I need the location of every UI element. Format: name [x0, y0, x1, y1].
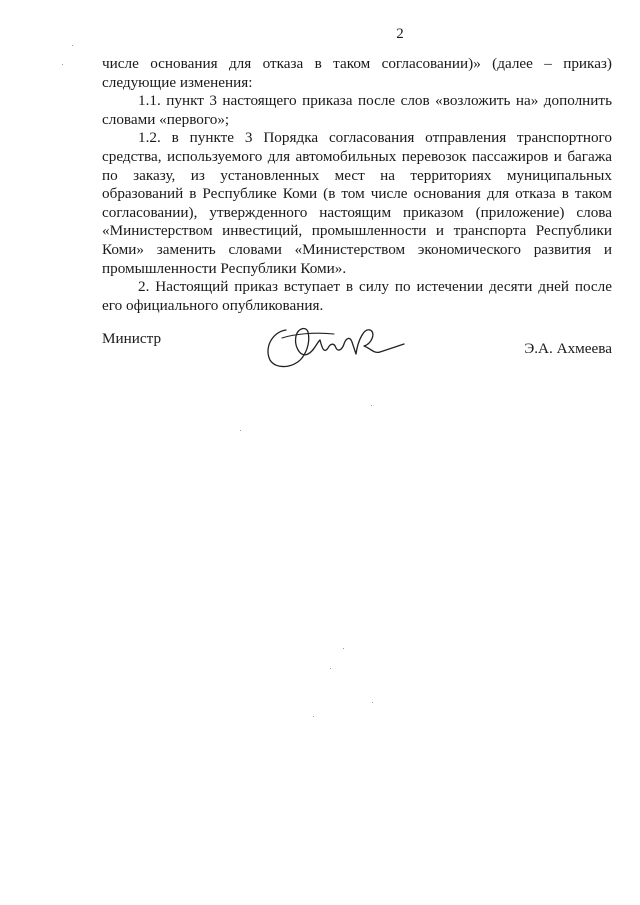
scan-speck	[72, 45, 73, 46]
handwritten-signature	[264, 318, 414, 373]
scan-speck	[372, 702, 373, 703]
signer-position: Министр	[102, 330, 162, 347]
scan-speck	[343, 648, 344, 649]
signature-block	[102, 318, 612, 388]
paragraph-1-2: 1.2. в пункте 3 Порядка согласования отправления транспортного средства, используемого для автомобильных перевозок пассажиров и багажа по заказу, из установленных мест на территориях муниципальных образований в Республике Коми (в том числе основания для отказа в таком согласовании), утвержденного настоящим приказом (приложение) слова «Министерством инвестиций, промышленности и транспорта Республики Коми» заменить словами «Министерством экономического развития и промышленности Республики Коми».	[102, 129, 612, 277]
paragraph-continuation: числе основания для отказа в таком согласовании)» (далее – приказ) следующие изменения:	[102, 55, 612, 91]
paragraph-2: 2. Настоящий приказ вступает в силу по истечении десяти дней после его официального опубликования.	[102, 278, 612, 314]
paragraph-1-1: 1.1. пункт 3 настоящего приказа после слов «возложить на» дополнить словами «первого»;	[102, 92, 612, 128]
signer-name: Э.А. Ахмеева	[524, 340, 612, 357]
scan-speck	[313, 716, 314, 717]
scan-speck	[330, 668, 331, 669]
scan-speck	[240, 430, 241, 431]
document-body	[102, 55, 612, 315]
scan-speck	[62, 64, 63, 65]
page-number: 2	[396, 26, 404, 42]
scan-speck	[371, 405, 372, 406]
